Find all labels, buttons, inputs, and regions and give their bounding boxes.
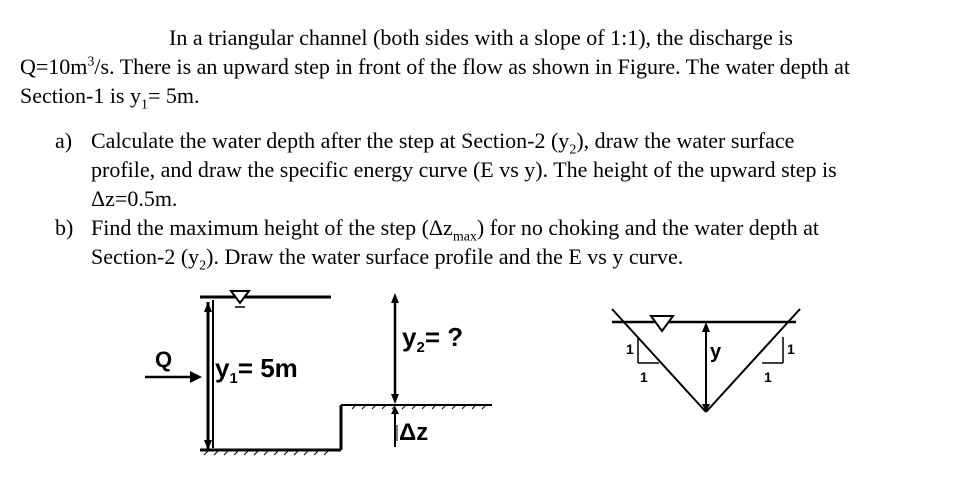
right-slope-horizontal-label: 1 — [764, 369, 772, 385]
intro-line-1: In a triangular channel (both sides with a slope of 1:1), the discharge is — [169, 25, 793, 50]
q-label: Q — [155, 347, 173, 372]
free-surface-triangle-icon — [231, 291, 249, 307]
intro-line-2: $Q=10m^3/s$. There is an upward step in front of the flow as shown in Figure. The water depth at — [20, 54, 850, 79]
section-depth-label: y — [710, 341, 722, 363]
right-slope-vertical-label: 1 — [787, 341, 795, 357]
y2-label: $y_2=$ ? — [402, 322, 464, 356]
triangular-section — [612, 309, 800, 412]
part-a-line-1: Calculate the water depth after the step at Section-2 $(y_2)$, draw the water surface — [91, 128, 795, 158]
left-slope-horizontal-label: 1 — [640, 369, 648, 385]
intro-line-3: Section-1 is $y_1= 5m$. — [20, 83, 200, 113]
part-b-line-2: Section-2 $(y_2)$. Draw the water surface profile and the E vs y curve. — [91, 244, 684, 274]
part-a-label: a) — [55, 128, 73, 153]
y1-label: $y_1= 5m$ — [215, 353, 298, 387]
dz-label: Δz — [399, 419, 429, 446]
part-b-line-1: Find the maximum height of the step $(\Delta z_{max})$ for no choking and the water depth at — [91, 215, 820, 245]
part-a-line-3: Δz=0.5m. — [91, 186, 178, 211]
part-b-label: b) — [55, 215, 74, 240]
left-slope-vertical-label: 1 — [626, 341, 634, 357]
channel-bed — [200, 405, 492, 455]
part-a-line-2: profile, and draw the specific energy curve (E vs y). The height of the upward step is — [91, 157, 837, 182]
